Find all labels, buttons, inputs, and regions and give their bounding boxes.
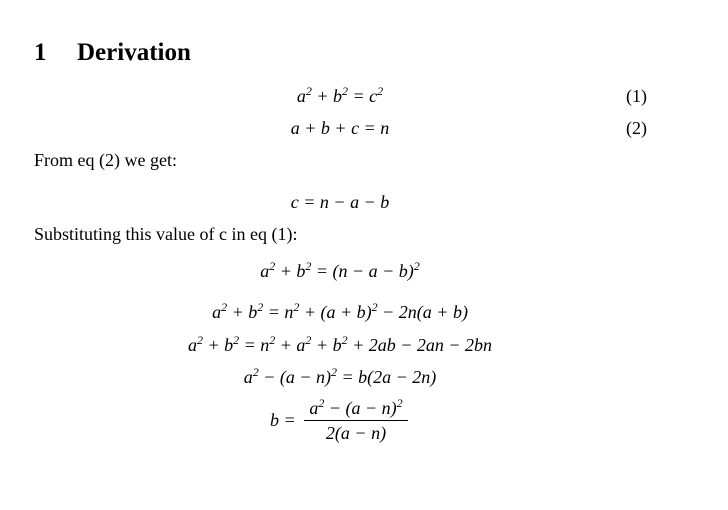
- fraction: [304, 397, 408, 447]
- section-heading: [34, 36, 191, 70]
- section-number: 1: [34, 39, 47, 66]
- equation-8: [0, 397, 680, 447]
- equation-7: [0, 365, 680, 391]
- equation-1-body: $a^2 + b^2 = c^2$: [296, 84, 384, 106]
- equation-6-body: $a^2 + b^2 = n^2 + a^2 + b^2 + 2ab - 2an - 2bn$: [187, 333, 493, 355]
- equation-7-body: $a^2 - (a - n)^2 = b(2a - 2n)$: [243, 365, 437, 387]
- paragraph-from-eq2: From eq (2) we get:: [34, 150, 177, 170]
- equation-8-lhs: b =: [270, 410, 296, 430]
- paragraph-substituting: Substituting this value of c in eq (1):: [34, 224, 298, 244]
- equation-3: [0, 190, 680, 214]
- fraction-numerator: $a^2 - (a - n)^2$: [309, 396, 403, 418]
- section-title: Derivation: [77, 39, 191, 66]
- equation-1: [0, 84, 680, 110]
- equation-2-label: (2): [626, 118, 647, 138]
- equation-1-label: (1): [626, 86, 647, 106]
- equation-2: [0, 116, 680, 140]
- equation-4: [0, 259, 680, 285]
- fraction-bar: [304, 420, 408, 421]
- equation-4-body: $a^2 + b^2 = (n - a - b)^2$: [260, 259, 420, 281]
- equation-5: [0, 300, 680, 326]
- equation-5-body: $a^2 + b^2 = n^2 + (a + b)^2 - 2n(a + b)$: [212, 300, 468, 322]
- equation-3-body: c = n − a − b: [290, 192, 390, 212]
- equation-6: [0, 333, 680, 359]
- fraction-denominator: 2(a − n): [325, 423, 387, 443]
- equation-2-body: a + b + c = n: [290, 118, 390, 138]
